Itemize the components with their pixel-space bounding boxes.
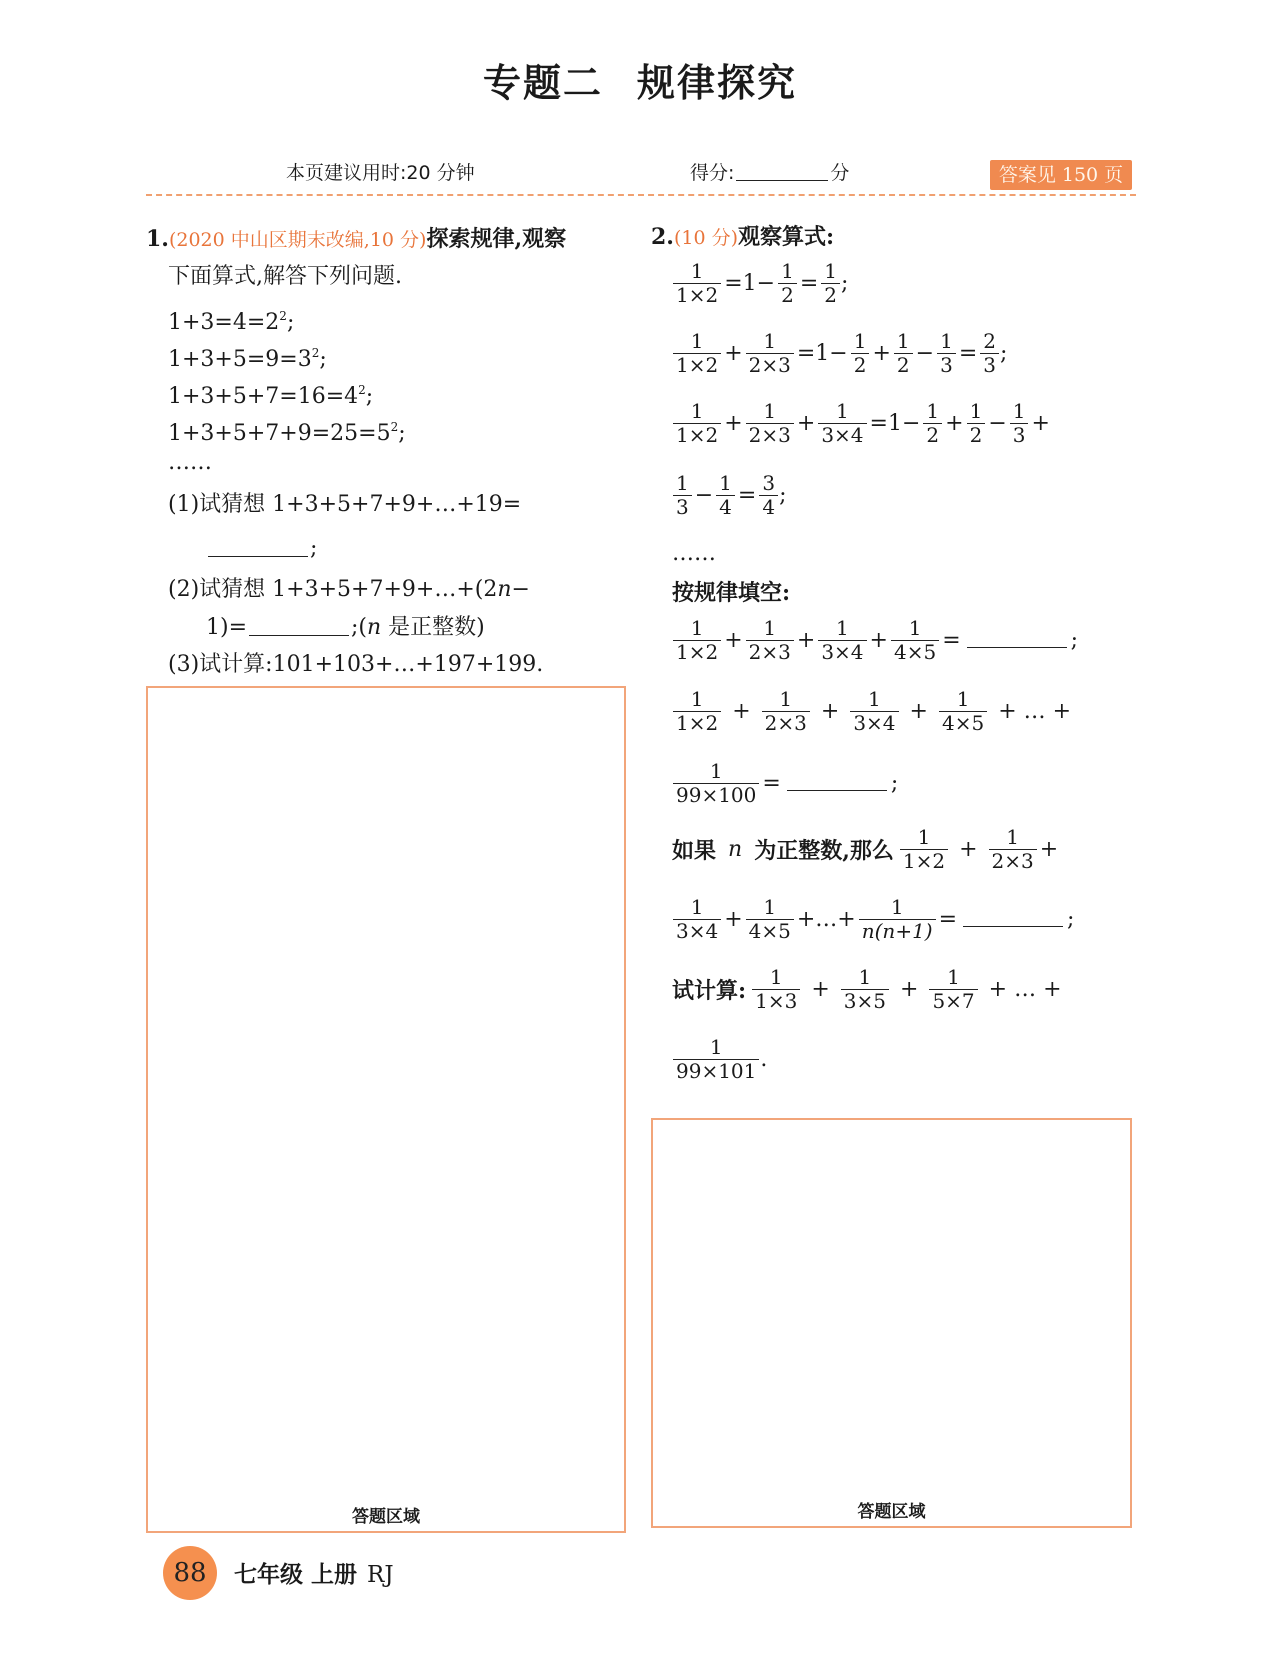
q2-ellipsis: ……: [672, 541, 716, 566]
q2-example-1: $\frac{1}{1\times 2}$ =1− $\frac{1}{2}$ = $\frac{1}{2}$ ;: [672, 260, 848, 307]
q2-fill-2-blank[interactable]: [787, 776, 887, 791]
q1-heading: [146, 220, 566, 259]
q2-answer-area-label: 答题区域: [857, 1502, 926, 1522]
page-title: [0, 52, 1280, 107]
q2-answer-area[interactable]: [651, 1118, 1132, 1528]
q1-sub2-blank[interactable]: [249, 617, 349, 636]
q2-fill-3-blank[interactable]: [963, 912, 1063, 927]
answer-reference-badge: 答案见 150 页: [990, 160, 1132, 190]
q2-example-3-cont: $\frac{1}{3}$ − $\frac{1}{4}$ = $\frac{3}{4}$ ;: [672, 472, 787, 519]
q1-sub1-blank[interactable]: [208, 538, 308, 557]
q1-sub1-answer: ;: [206, 530, 317, 568]
q1-sub2: (2)试猜想 1+3+5+7+9+…+(2n−: [168, 577, 530, 602]
footer-edition: RJ: [367, 1562, 394, 1588]
q1-prompt-line1: 探索规律,观察: [426, 226, 567, 252]
q1-number: 1.: [146, 226, 169, 252]
q2-fill-1: $\frac{1}{1\times 2}$ + $\frac{1}{2\times 3}$ + $\frac{1}{3\times 4}$ + $\frac{1}{4\times 5}$ = ;: [672, 617, 1078, 664]
footer-book-info: [234, 1556, 394, 1589]
q2-example-2: $\frac{1}{1\times 2}$ + $\frac{1}{2\times 3}$ =1− $\frac{1}{2}$ + $\frac{1}{2}$ − $\frac{1}{3}$ = $\frac{2}{3}$ ;: [672, 330, 1007, 377]
q2-fill-2-cont: $\frac{1}{99\times 100}$ = ;: [672, 760, 898, 807]
header-divider: [146, 194, 1136, 196]
q2-fill-1-blank[interactable]: [967, 633, 1067, 648]
q1-example-2: $1+3+5=9=3^2$;: [168, 346, 327, 372]
q1-sub3: (3)试计算:101+103+…+197+199.: [168, 652, 544, 677]
q1-example-1: $1+3=4=2^2$;: [168, 309, 295, 335]
footer-grade: 七年级 上册: [234, 1562, 358, 1588]
q1-sub2-answer: 1)= ;(n 是正整数): [206, 615, 485, 640]
q1-sub1: (1)试猜想 1+3+5+7+9+…+19=: [168, 492, 522, 517]
time-hint: 本页建议用时:20 分钟: [286, 162, 475, 184]
q2-heading: [651, 218, 834, 257]
q2-calc-cont: $\frac{1}{99\times 101}$ .: [672, 1036, 767, 1083]
page-number-badge: 88: [163, 1546, 217, 1600]
q1-example-4: $1+3+5+7+9=25=5^2$;: [168, 420, 406, 446]
q2-source: (10 分): [673, 227, 739, 249]
q2-example-3: $\frac{1}{1\times 2}$ + $\frac{1}{2\times 3}$ + $\frac{1}{3\times 4}$ =1− $\frac{1}{2}$ + $\frac{1}{2}$ − $\frac{1}{3}$ +: [672, 400, 1052, 447]
q2-fill-label: 按规律填空:: [672, 580, 791, 606]
title-part2: 规律探究: [637, 61, 798, 105]
q2-number: 2.: [651, 224, 674, 250]
q1-ellipsis: ……: [168, 450, 212, 475]
q2-prompt: 观察算式:: [738, 224, 835, 250]
q2-fill-3: 如果 n 为正整数,那么 $\frac{1}{1\times 2}$ + $\frac{1}{2\times 3}$ +: [672, 825, 1059, 873]
score-field: [690, 158, 849, 185]
q2-fill-2: $\frac{1}{1\times 2}$ + $\frac{1}{2\times 3}$ + $\frac{1}{3\times 4}$ + $\frac{1}{4\times 5}$ + … +: [672, 688, 1081, 735]
q2-calc: 试计算: $\frac{1}{1\times 3}$ + $\frac{1}{3\times 5}$ + $\frac{1}{5\times 7}$ + … +: [672, 965, 1062, 1013]
score-label: 得分:: [690, 162, 735, 184]
title-part1: 专题二: [482, 61, 603, 105]
score-blank[interactable]: [736, 162, 828, 181]
q1-source: (2020 中山区期末改编,10 分): [168, 229, 427, 251]
q1-example-3: $1+3+5+7=16=4^2$;: [168, 383, 374, 409]
score-unit: 分: [830, 162, 850, 184]
q1-answer-area-label: 答题区域: [352, 1507, 420, 1527]
q2-fill-3-cont: $\frac{1}{3\times 4}$ + $\frac{1}{4\times 5}$ +…+ $\frac{1}{n(n+1)}$ = ;: [672, 896, 1074, 943]
q1-answer-area[interactable]: [146, 686, 626, 1533]
q1-prompt-line2: 下面算式,解答下列问题.: [168, 264, 402, 289]
